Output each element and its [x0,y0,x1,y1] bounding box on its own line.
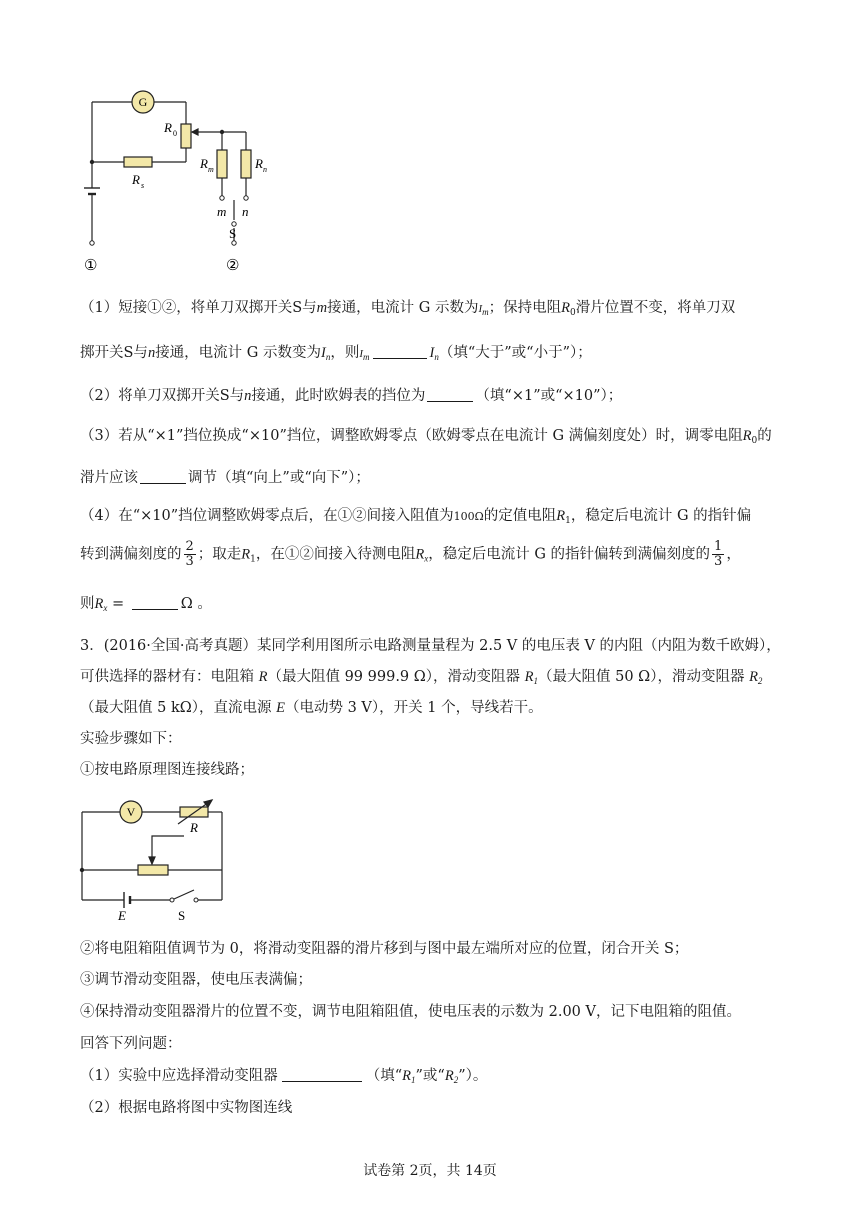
svg-text:0: 0 [173,129,177,138]
rn-resistor [241,150,251,178]
galvanometer-label: G [138,95,148,109]
q2-answer-blank[interactable] [427,387,473,402]
q4-line-2: 转到满偏刻度的 $\frac{2}{3}$ ；取走$R_1$，在①②间接入待测电阻$R_x$，稳定后电流计 G 的指针偏转到满偏刻度的 $\frac{1}{3}$ ， [80,539,741,569]
switch2-label: S [178,908,186,923]
ohmmeter-circuit-diagram [70,80,290,280]
rheostat [138,865,168,875]
terminal-2-label: ② [226,258,240,274]
answer-2: （2）根据电路将图中实物图连线 [80,1100,293,1116]
step-2: ②将电阻箱阻值调节为 0，将滑动变阻器的滑片移到与图中最左端所对应的位置，闭合开关 S； [80,941,689,957]
step-3: ③调节滑动变阻器，使电压表满偏； [80,972,312,988]
switch-label: S [229,226,237,241]
rs-label: R [132,172,140,187]
m-label: m [217,204,227,219]
rs-resistor [124,157,152,167]
voltmeter-label: V [126,805,136,819]
a1-answer-blank[interactable] [282,1067,362,1082]
rm-label: R [200,156,208,171]
resistance-box-label: R [190,820,198,835]
rn-label: R [255,156,263,171]
step-4: ④保持滑动变阻器滑片的位置不变，调节电阻箱阻值，使电压表的示数为 2.00 V，记下电阻箱的阻值。 [80,1004,741,1020]
q1-answer-blank[interactable] [373,344,427,359]
p3-line-3: （最大阻值 5 kΩ），直流电源 E（电动势 3 V），开关 1 个，导线若干。 [80,700,543,716]
terminal-1-label: ① [84,258,98,274]
svg-text:s: s [141,181,145,190]
q4-answer-blank[interactable] [132,595,178,610]
emf-label: E [118,908,126,923]
p3-line-1: 3．(2016·全国·高考真题）某同学利用图所示电路测量量程为 2.5 V 的电压表 V 的内阻（内阻为数千欧姆）， [80,638,781,654]
q1-line-2: 掷开关S与n接通，电流计 G 示数变为$I_n$，则$I_m$ $I_n$（填“大于”或“小于”）； [80,345,592,362]
q1-line-1: （1）短接①②，将单刀双掷开关S与m接通，电流计 G 示数为$I_m$；保持电阻$R_0$滑片位置不变，将单刀双 [80,300,736,318]
svg-text:n: n [263,165,267,174]
q3-line-2: 滑片应该 调节（填“向上”或“向下”）； [80,470,370,486]
page-footer: 试卷第 2页，共 14页 [363,1163,497,1179]
q4-line-3: 则$R_x = \Omega$ 。 [80,596,212,613]
step-1: ①按电路原理图连接线路； [80,762,254,778]
n-label: n [242,204,249,219]
q3-line-1: （3）若从“×1”挡位换成“×10”挡位，调整欧姆零点（欧姆零点在电流计 G 满偏刻度处）时，调零电阻$R_0$的 [80,428,772,446]
r0-resistor [181,124,191,148]
q4-line-1: （4）在“×10”挡位调整欧姆零点后，在①②间接入阻值为100Ω的定值电阻$R_1$，稳定后电流计 G 的指针偏 [80,508,752,526]
steps-title: 实验步骤如下： [80,731,182,747]
r0-label: R [164,120,172,135]
q2-line: （2）将单刀双掷开关S与n接通，此时欧姆表的挡位为 （填“×1”或“×10”）； [80,388,623,404]
answer-1: （1）实验中应选择滑动变阻器 （填“$R_1$”或“$R_2$”）。 [80,1068,488,1085]
voltmeter-circuit-diagram [76,796,236,926]
rm-resistor [217,150,227,178]
q3-answer-blank[interactable] [140,469,186,484]
answer-title: 回答下列问题： [80,1036,182,1052]
p3-line-2: 可供选择的器材有：电阻箱 R（最大阻值 99 999.9 Ω），滑动变阻器 $R_1$（最大阻值 50 Ω），滑动变阻器 $R_2$ [80,669,763,686]
svg-text:m: m [208,165,214,174]
